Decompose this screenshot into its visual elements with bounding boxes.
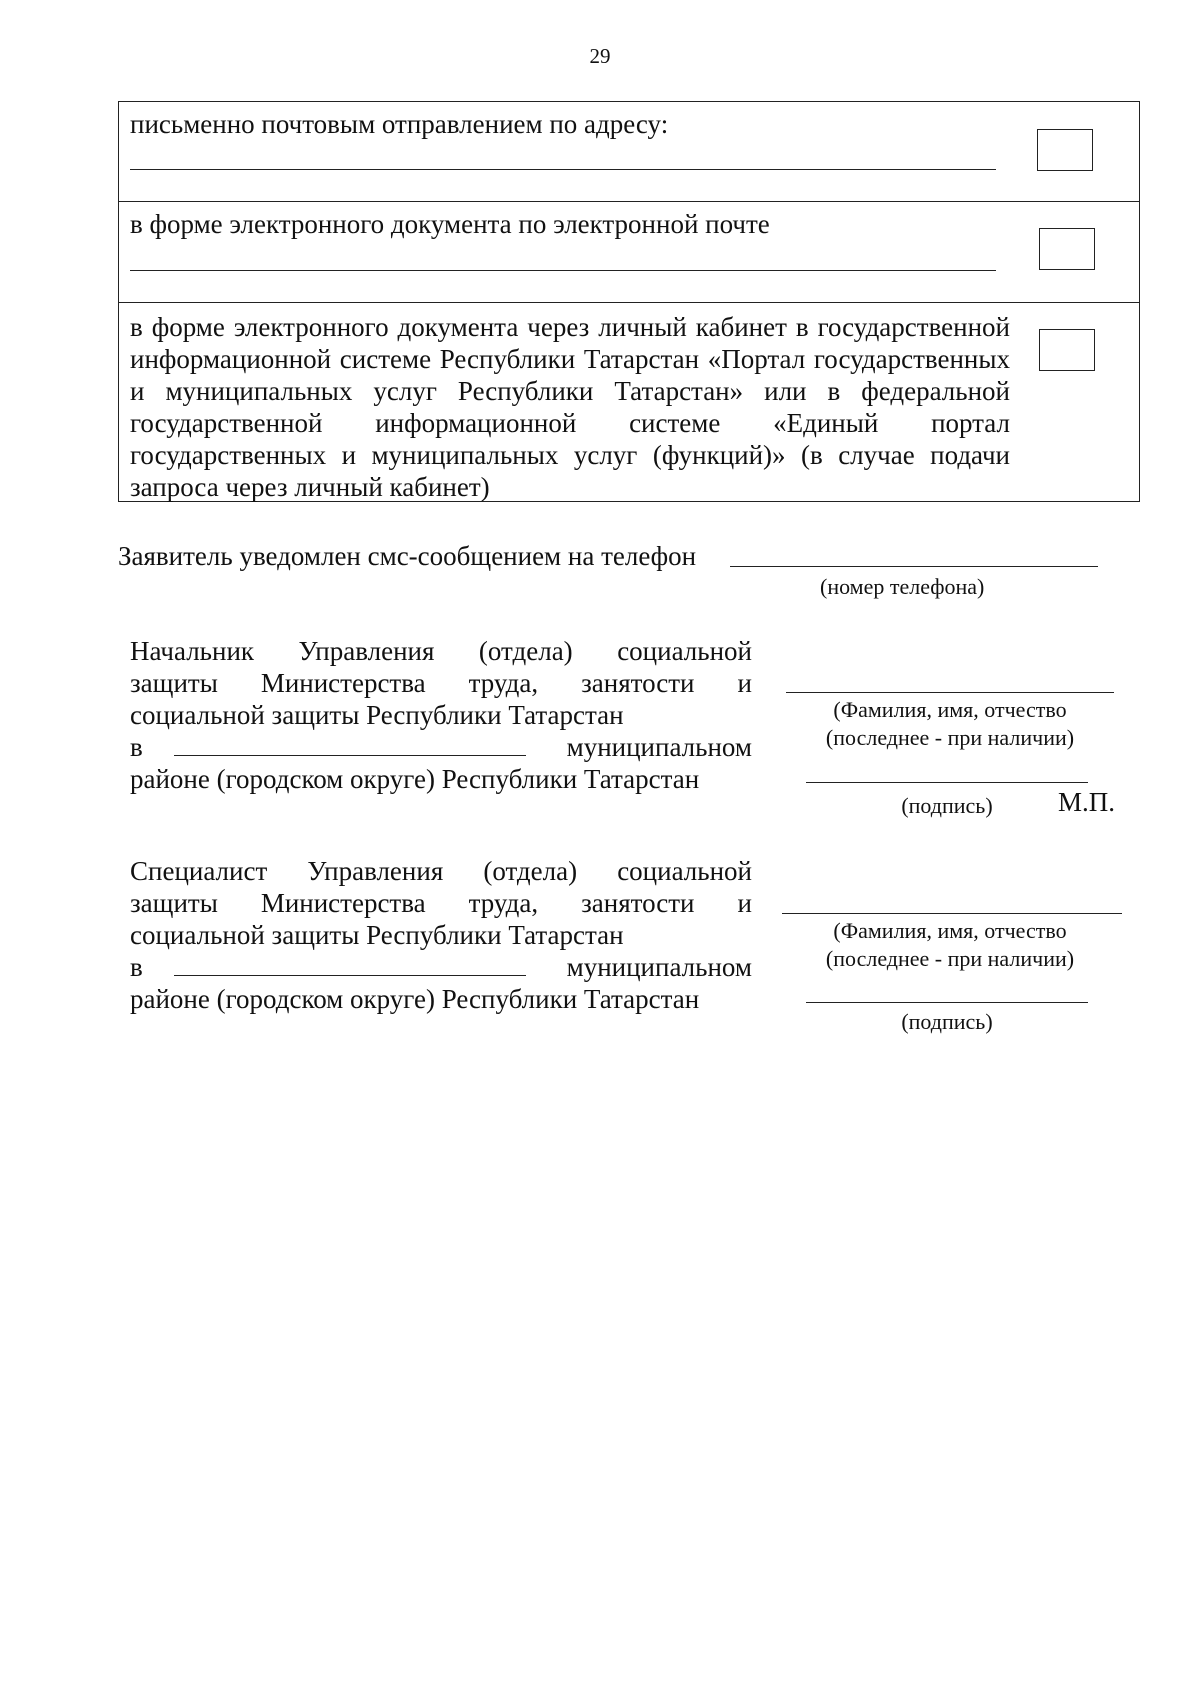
position-line: районе (городском округе) Республики Татарстан (130, 764, 700, 794)
option-row-email (119, 202, 1139, 303)
head-name-caption: (Фамилия, имя, отчество (последнее - при наличии) (825, 697, 1075, 750)
position-line: защиты Министерства труда, занятости и (130, 668, 752, 698)
position-line: Специалист Управления (отдела) социальной (130, 856, 752, 886)
position-line: социальной защиты Республики Татарстан (130, 920, 624, 950)
position-line: социальной защиты Республики Татарстан (130, 700, 624, 730)
district-name-field[interactable] (174, 951, 526, 976)
specialist-signature-field[interactable] (806, 1002, 1088, 1003)
head-name-field[interactable] (786, 692, 1114, 693)
checkbox-email[interactable] (1039, 228, 1095, 270)
checkbox-portal[interactable] (1039, 329, 1095, 371)
phone-number-caption: (номер телефона) (820, 574, 985, 599)
position-line: Начальник Управления (отдела) социальной (130, 636, 752, 666)
specialist-position-text (130, 855, 752, 1015)
delivery-options-table (118, 101, 1140, 502)
option-label-postal: письменно почтовым отправлением по адресу: (130, 109, 669, 139)
position-line: районе (городском округе) Республики Татарстан (130, 984, 700, 1014)
option-label-email: в форме электронного документа по электронной почте (130, 209, 770, 239)
phone-number-field[interactable] (730, 566, 1098, 567)
option-row-postal (119, 102, 1139, 202)
head-position-text (130, 635, 752, 795)
option-label-portal: в форме электронного документа через личный кабинет в государственной информационной системе Республики Татарстан «Портал государственных и муниципальных услуг Республики Татарстан» или в федеральной государственной информационной системе «Единый портал государственных и муниципальных услуг (функций)» (в случае подачи запроса через личный кабинет) (130, 312, 1010, 502)
email-address-field[interactable] (130, 270, 996, 271)
specialist-signature-caption: (подпись) (901, 1009, 993, 1034)
checkbox-postal[interactable] (1037, 129, 1093, 171)
position-line: защиты Министерства труда, занятости и (130, 888, 752, 918)
head-signature-field[interactable] (806, 782, 1088, 783)
sms-notice-label: Заявитель уведомлен смс-сообщением на телефон (118, 541, 697, 571)
specialist-name-field[interactable] (782, 913, 1122, 914)
specialist-name-caption: (Фамилия, имя, отчество (последнее - при наличии) (825, 918, 1075, 971)
position-line: в муниципальном (130, 732, 752, 762)
postal-address-field[interactable] (130, 169, 996, 170)
position-line: в муниципальном (130, 952, 752, 982)
head-signature-caption: (подпись) (901, 793, 993, 818)
option-row-portal (119, 303, 1139, 501)
district-name-field[interactable] (174, 731, 526, 756)
page-number: 29 (589, 44, 611, 68)
stamp-label: М.П. (1058, 787, 1116, 817)
